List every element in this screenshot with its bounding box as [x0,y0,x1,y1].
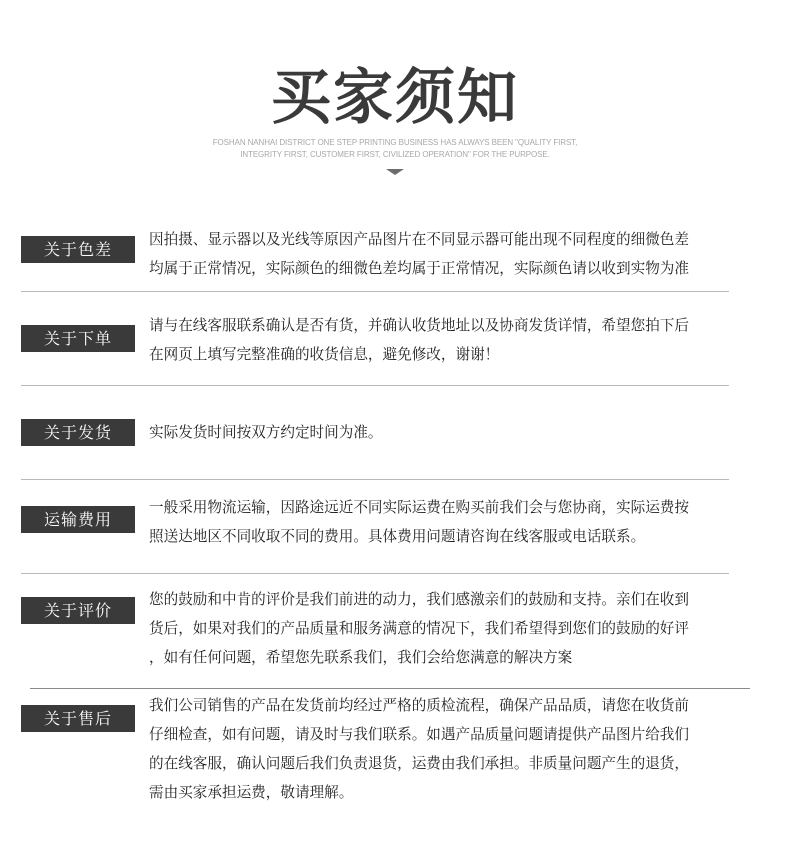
section-text-ordering [149,311,749,369]
section-label-shipping-cost: 运输费用 [21,506,135,533]
text-line: 请与在线客服联系确认是否有货，并确认收货地址以及协商发货详情，希望您拍下后 [149,317,689,334]
section-label-ordering: 关于下单 [21,325,135,352]
divider [21,573,729,574]
section-text-after-sales [149,691,749,807]
divider [21,479,729,480]
section-text-reviews [149,585,749,672]
text-line: 我们公司销售的产品在发货前均经过严格的质检流程，确保产品品质，请您在收货前 [149,697,689,714]
text-line: 您的鼓励和中肯的评价是我们前进的动力，我们感激亲们的鼓励和支持。亲们在收到 [149,591,689,608]
section-text-color-difference [149,225,749,283]
down-arrow-icon [386,169,404,175]
section-label-shipping: 关于发货 [21,419,135,446]
section-text-shipping [149,418,749,447]
page-subtitle [195,137,595,161]
text-line: ，如有任何问题，希望您先联系我们，我们会给您满意的解决方案 [149,649,573,666]
text-line: 在网页上填写完整准确的收货信息，避免修改，谢谢！ [149,346,500,363]
text-line: 仔细检查，如有问题，请及时与我们联系。如遇产品质量问题请提供产品图片给我们 [149,726,689,743]
divider [30,688,750,689]
subtitle-line-2: INTEGRITY FIRST, CUSTOMER FIRST, CIVILIZED OPERATION" FOR THE PURPOSE. [240,150,550,159]
text-line: 因拍摄、显示器以及光线等原因产品图片在不同显示器可能出现不同程度的细微色差 [149,231,689,248]
section-label-after-sales: 关于售后 [21,705,135,732]
section-label-color-difference: 关于色差 [21,236,135,263]
text-line: 货后，如果对我们的产品质量和服务满意的情况下，我们希望得到您们的鼓励的好评 [149,620,689,637]
text-line: 均属于正常情况，实际颜色的细微色差均属于正常情况，实际颜色请以收到实物为准 [149,260,689,277]
text-line: 照送达地区不同收取不同的费用。具体费用问题请咨询在线客服或电话联系。 [149,528,646,545]
text-line: 一般采用物流运输，因路途远近不同实际运费在购买前我们会与您协商，实际运费按 [149,499,689,516]
text-line: 需由买家承担运费，敬请理解。 [149,784,354,801]
section-text-shipping-cost [149,493,749,551]
divider [21,385,729,386]
section-label-reviews: 关于评价 [21,597,135,624]
page-title: 买家须知 [271,63,519,133]
text-line: 的在线客服，确认问题后我们负责退货，运费由我们承担。非质量问题产生的退货， [149,755,689,772]
subtitle-line-1: FOSHAN NANHAI DISTRICT ONE STEP PRINTING BUSINESS HAS ALWAYS BEEN "QUALITY FIRST, [212,138,578,147]
text-line: 实际发货时间按双方约定时间为准。 [149,424,383,441]
divider [21,291,729,292]
